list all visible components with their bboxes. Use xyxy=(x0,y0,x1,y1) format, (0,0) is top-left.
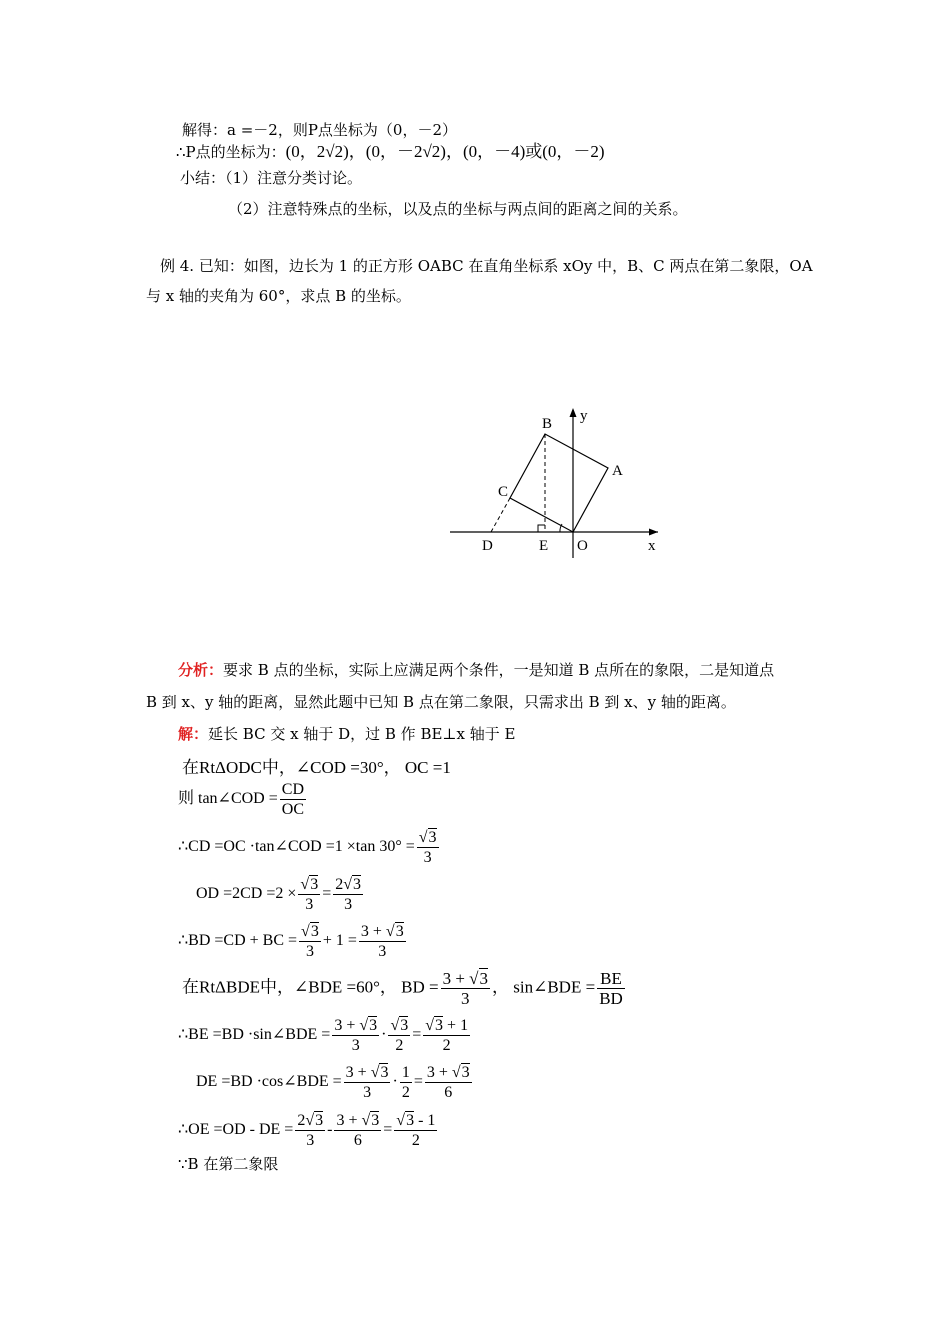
label-e: E xyxy=(539,538,549,554)
fraction xyxy=(388,1016,410,1055)
denominator: 3 xyxy=(363,1084,372,1101)
fraction xyxy=(417,828,439,867)
numerator-prefix: 3 + xyxy=(360,923,382,940)
dot: · xyxy=(381,1026,387,1044)
solution-step-0: 延长 BC 交 x 轴于 D，过 B 作 BE⊥x 轴于 E xyxy=(208,725,516,743)
radicand: 3 xyxy=(406,1112,415,1129)
minus: - xyxy=(327,1121,333,1139)
numerator: √3 xyxy=(418,829,437,846)
radicand: 3 xyxy=(479,969,489,988)
numerator: 3 + √3 xyxy=(345,1064,389,1081)
solution-step-7 xyxy=(178,1016,472,1055)
analysis-line-1 xyxy=(178,660,774,680)
numerator: 3 + √3 xyxy=(334,1017,378,1034)
square-oabc xyxy=(510,434,608,532)
example-4-line-2: 与 x 轴的夹角为 60°，求点 B 的坐标。 xyxy=(146,287,411,305)
analysis-label: 分析： xyxy=(178,661,224,679)
numerator: 3 + √3 xyxy=(336,1112,380,1129)
denominator: BD xyxy=(599,989,623,1008)
numerator: 3 + √3 xyxy=(442,969,489,988)
label-d: D xyxy=(482,538,493,554)
denominator: 6 xyxy=(353,1132,362,1149)
p-coordinates-values: (0，2√2)，(0，－2√2)，(0，－4)或(0，－2) xyxy=(285,142,605,161)
denominator: 3 xyxy=(306,1132,315,1149)
dot: · xyxy=(392,1073,398,1091)
label-a: A xyxy=(612,463,623,479)
equals: = xyxy=(322,885,332,903)
summary-item-2: （2）注意特殊点的坐标，以及点的坐标与两点间的距离之间的关系。 xyxy=(228,200,688,218)
fraction xyxy=(344,1063,391,1102)
solution-line-0 xyxy=(178,724,515,744)
denominator: 3 xyxy=(378,943,387,960)
denominator: 3 xyxy=(461,989,470,1008)
summary-label: 小结： xyxy=(180,169,226,187)
label-y: y xyxy=(580,408,588,424)
extension-cd xyxy=(491,498,510,532)
step-2-text: 则 tan∠COD = xyxy=(178,790,278,808)
example-4-line-1: 例 4. 已知：如图，边长为 1 的正方形 OABC 在直角坐标系 xOy 中，B、C 两点在第二象限，OA xyxy=(160,257,813,275)
label-x: x xyxy=(648,538,656,554)
denominator: 3 xyxy=(423,849,432,866)
radicand: 3 xyxy=(395,923,404,940)
analysis-text-1: 要求 B 点的坐标，实际上应满足两个条件，一是知道 B 点所在的象限，二是知道点 xyxy=(223,661,775,679)
numerator: √3 xyxy=(301,923,319,940)
solution-step-2 xyxy=(178,780,308,819)
step-3-text: ∴CD =OC ·tan∠COD =1 ×tan 30° = xyxy=(178,838,415,856)
radicand: 3 xyxy=(371,1112,380,1129)
step-4-text: OD =2CD =2 × xyxy=(196,885,297,903)
fraction xyxy=(298,875,320,914)
numerator: CD xyxy=(281,781,304,798)
fraction-cd-oc xyxy=(280,780,306,819)
x-axis-arrow xyxy=(649,529,658,536)
radicand: 3 xyxy=(400,1017,409,1034)
geometry-figure xyxy=(440,400,670,570)
denominator: 2 xyxy=(395,1037,404,1054)
step-9-text: ∴OE =OD - DE = xyxy=(178,1121,294,1139)
radicand: 3 xyxy=(435,1017,444,1034)
solution-step-4 xyxy=(196,875,365,914)
solution-step-1: 在RtΔODC中，∠COD =30°， OC =1 xyxy=(182,758,451,777)
numerator: √3 xyxy=(300,876,319,893)
step-6-text: 在RtΔBDE中，∠BDE =60°， BD = xyxy=(182,977,439,997)
numerator-prefix: 3 + xyxy=(336,1112,358,1129)
fraction-be-bd xyxy=(597,969,625,1008)
numerator-suffix: - 1 xyxy=(418,1112,436,1129)
p-coordinates-line xyxy=(176,142,605,162)
denominator: 3 xyxy=(344,896,353,913)
summary-line-1 xyxy=(180,168,362,188)
fraction xyxy=(425,1063,472,1102)
plus-one: + 1 = xyxy=(322,932,357,950)
step-6-mid: ， sin∠BDE = xyxy=(492,977,596,997)
summary-item-1: （1）注意分类讨论。 xyxy=(225,169,363,187)
solution-step-3 xyxy=(178,828,441,867)
label-b: B xyxy=(542,416,553,432)
denominator: 3 xyxy=(305,896,314,913)
equals: = xyxy=(413,1073,423,1091)
numerator: 3 + √3 xyxy=(360,923,404,940)
radicand: 3 xyxy=(310,923,319,940)
denominator: 3 xyxy=(351,1037,360,1054)
denominator: 2 xyxy=(442,1037,451,1054)
radicand: 3 xyxy=(369,1017,378,1034)
fraction xyxy=(295,1111,325,1150)
fraction xyxy=(334,1111,381,1150)
equals: = xyxy=(412,1026,422,1044)
step-7-text: ∴BE =BD ·sin∠BDE = xyxy=(178,1026,331,1044)
numerator: 1 xyxy=(401,1064,410,1081)
fraction xyxy=(359,922,406,961)
numerator: BE xyxy=(597,969,625,989)
right-angle-mark xyxy=(538,525,545,532)
numerator: √3 - 1 xyxy=(396,1112,436,1129)
numerator-prefix: 3 + xyxy=(442,969,465,988)
fraction xyxy=(332,1016,379,1055)
fraction xyxy=(299,922,321,961)
label-c: C xyxy=(498,484,509,500)
fraction xyxy=(400,1063,412,1102)
radicand: 3 xyxy=(380,1064,389,1081)
analysis-line-2: B 到 x、y 轴的距离，显然此题中已知 B 点在第二象限，只需求出 B 到 x、y 轴的距离。 xyxy=(146,693,736,711)
numerator: 2√3 xyxy=(335,876,361,893)
p-coordinates-prefix: ∴P点的坐标为： xyxy=(176,143,286,161)
solution-step-9 xyxy=(178,1111,439,1150)
numerator: √3 + 1 xyxy=(425,1017,469,1034)
radicand: 3 xyxy=(353,876,361,893)
radicand: 3 xyxy=(315,1112,324,1129)
fraction xyxy=(394,1111,437,1150)
fraction xyxy=(441,969,490,1008)
y-axis-arrow xyxy=(570,408,577,417)
denominator: 6 xyxy=(444,1084,453,1101)
solve-result-line: 解得：a =－2，则P点坐标为（0，－2） xyxy=(182,121,458,139)
numerator: 3 + √3 xyxy=(426,1064,470,1081)
equals: = xyxy=(383,1121,393,1139)
fraction xyxy=(423,1016,470,1055)
numerator-prefix: 3 + xyxy=(334,1017,356,1034)
denominator: 2 xyxy=(411,1132,420,1149)
label-o: O xyxy=(577,538,588,554)
step-8-text: DE =BD ·cos∠BDE = xyxy=(196,1073,342,1091)
coefficient: 2 xyxy=(335,876,344,893)
coefficient: 2 xyxy=(297,1112,306,1129)
solution-step-6 xyxy=(182,969,627,1008)
numerator: 2√3 xyxy=(297,1112,324,1129)
solution-step-5 xyxy=(178,922,408,961)
numerator-prefix: 3 + xyxy=(426,1064,448,1081)
numerator-suffix: + 1 xyxy=(447,1017,469,1034)
radicand: 3 xyxy=(310,876,319,893)
denominator: OC xyxy=(281,801,304,818)
radicand: 3 xyxy=(428,829,437,846)
denominator: 3 xyxy=(305,943,314,960)
fraction xyxy=(333,875,363,914)
denominator: 2 xyxy=(401,1084,410,1101)
solution-step-10: ∵B 在第二象限 xyxy=(178,1155,279,1173)
solution-label: 解： xyxy=(178,725,209,743)
numerator-prefix: 3 + xyxy=(345,1064,367,1081)
numerator: √3 xyxy=(390,1017,409,1034)
radicand: 3 xyxy=(461,1064,470,1081)
solution-step-8 xyxy=(196,1063,474,1102)
step-5-text: ∴BD =CD + BC = xyxy=(178,932,298,950)
